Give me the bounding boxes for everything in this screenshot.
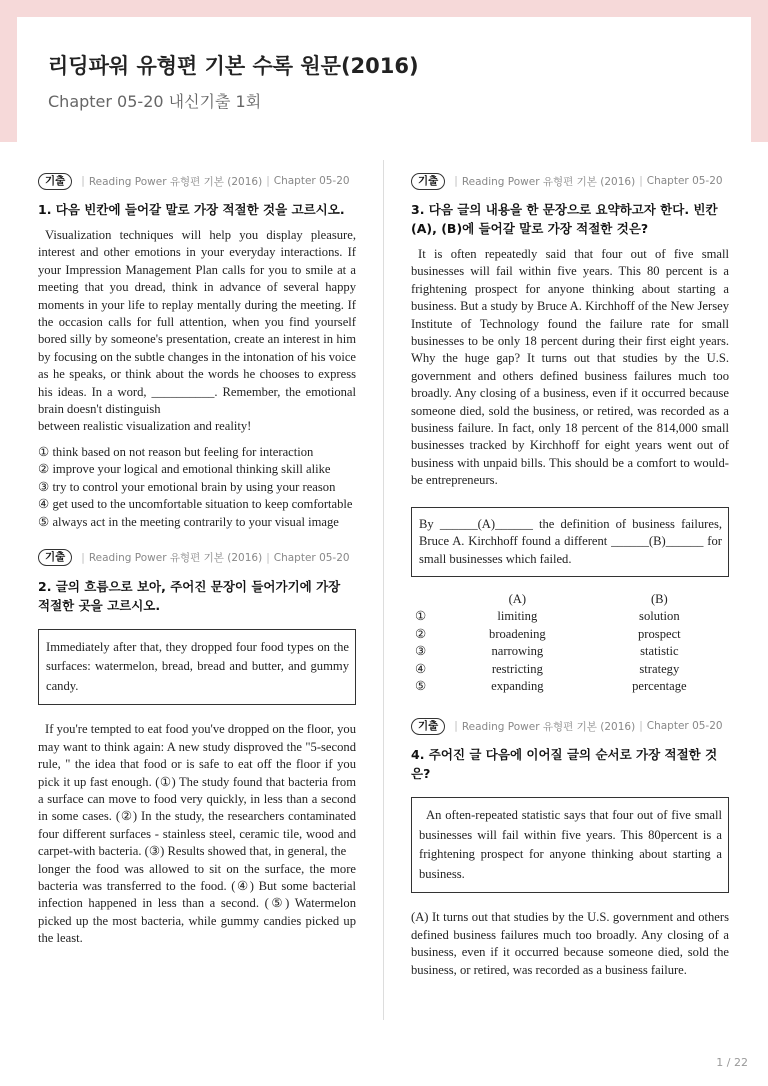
source-label: Reading Power 유형편 기본 (2016) [88,552,263,565]
exam-tag: 기출 [411,173,445,190]
summary-box: By ______(A)______ the definition of business failures, Bruce A. Kirchhoff found a different ______(B)______ for small businesses which failed. [411,507,729,577]
source-label: Reading Power 유형편 기본 (2016) [461,175,636,188]
exam-tag: 기출 [411,718,445,735]
choice-b: statistic [640,644,679,659]
choice-a: limiting [497,609,538,624]
table-row[interactable] [411,643,729,660]
choice-5[interactable]: ⑤ always act in the meeting contrarily to your visual image [38,514,339,529]
right-column [411,172,729,979]
choice-b: prospect [638,626,681,641]
choice-a: expanding [491,678,544,693]
meta-separator: | [81,551,85,564]
choice-2[interactable]: ② improve your logical and emotional thinking skill alike [38,462,331,477]
choice-4[interactable]: ④ get used to the uncomfortable situation to keep comfortable [38,497,353,512]
choice-3[interactable]: ③ try to control your emotional brain by using your reason [38,479,336,494]
question-1 [38,172,356,531]
passage-paragraph: between realistic visualization and reality! [38,419,252,434]
meta-separator: | [454,175,458,187]
source-label: Reading Power 유형편 기본 (2016) [88,175,263,188]
page-subtitle: Chapter 05-20 내신기출 1회 [48,92,262,111]
choice-b: strategy [639,661,680,676]
exam-tag: 기출 [38,549,72,566]
answer-table [411,591,729,695]
meta-separator: | [639,720,643,733]
chapter-label: Chapter 05-20 [646,175,723,187]
passage-paragraph: longer the food was allowed to sit on the surface, the more bacteria was transferred to the food. (④) But some bacterial infection happened in less than a second. (⑤) Watermelon picked up the most bacteria, while gummy candies picked up the least. [38,861,356,946]
answer-choices [38,444,356,531]
question-meta [38,549,356,567]
chapter-label: Chapter 05-20 [273,551,350,564]
choice-number: ① [415,609,427,624]
table-row[interactable] [411,608,729,625]
column-header-a: (A) [508,591,527,606]
passage-paragraph: If you're tempted to eat food you've dropped on the floor, you may want to think again: A new study disproved the "5-second rule, " the idea that food or is safe to eat off the floor if you pick it up fast enough. (①) The study found that bacteria from a surface can move to food very quickly, in less than a second in some cases. (②) In the study, the researchers contaminated four different surfaces - stainless steel, ceramic tile, wood and carpet-with bacteria. (③) Results showed that, in general, the [38,722,356,859]
choice-number: ② [415,626,427,641]
column-divider [383,160,384,1020]
given-passage-box: An often-repeated statistic says that four out of five small businesses will fail within five years. This 80percent is a frightening prospect for anyone thinking about starting a business. [411,797,729,893]
question-title: 2. 글의 흐름으로 보아, 주어진 문장이 들어가기에 가장 적절한 곳을 고르시오. [38,578,341,613]
meta-separator: | [639,175,643,187]
question-title: 1. 다음 빈칸에 들어갈 말로 가장 적절한 것을 고르시오. [38,202,345,217]
question-title: 3. 다음 글의 내용을 한 문장으로 요약하고자 한다. 빈칸 (A), (B)에 들어갈 말로 가장 적절한 것은? [411,202,718,236]
choice-number: ④ [415,661,427,676]
question-meta [411,717,729,735]
choice-a: restricting [491,661,543,676]
choice-1[interactable]: ① think based on not reason but feeling for interaction [38,444,314,459]
choice-number: ⑤ [415,678,427,693]
meta-separator: | [266,551,270,564]
page-title: 리딩파워 유형편 기본 수록 원문(2016) [48,54,419,78]
meta-separator: | [81,175,85,187]
choice-b: percentage [632,678,687,693]
question-2 [38,549,356,948]
table-row[interactable] [411,626,729,643]
question-meta [38,172,356,190]
table-cell [411,591,445,608]
choice-b: solution [639,609,680,624]
choice-number: ③ [415,644,427,659]
choice-a: narrowing [491,644,544,659]
source-label: Reading Power 유형편 기본 (2016) [461,720,636,733]
chapter-label: Chapter 05-20 [646,720,723,733]
column-header-b: (B) [650,591,668,606]
chapter-label: Chapter 05-20 [273,175,350,187]
question-3 [411,172,729,695]
passage-paragraph: Visualization techniques will help you display pleasure, interest and other emotions in your everyday interactions. If your Impression Management Plan calls for you to smile at a meeting that you dread, think in advance of several happy moments in your life to replay mentally during the meeting. If the occasion calls for full attention, when you find yourself bored silly by someone's presentation, create an interest in him by focusing on the subtle changes in the intonation of his voice as he speaks, or think about the words he chooses to express his ideas. In a word, __________. Remember, the emotional brain doesn't distinguish [38,228,356,417]
meta-separator: | [266,175,270,187]
page-number: 1 / 22 [716,1056,748,1069]
passage-paragraph: It is often repeatedly said that four out of five small businesses will fail within five years. This 80 percent is a frightening prospect for anyone thinking about starting a business. But a study by Bruce A. Kirchhoff of the New Jersey Institute of Technology found the failure rate for small businesses to be only 18 percent during their first eight years. Why the huge gap? It turns out that studies by the U.S. government and others defined business failures much too broadly. Any closing of a business, even if it occurred because someone died, sold the business, or retired, was recorded as a business failure. In fact, only 18 percent of the 814,000 small businesses tracked by Kirchhoff for eight years went out of business with unpaid bills. This should be a comfort to would-be entrepreneurs. [411,247,729,488]
question-meta [411,172,729,190]
table-header-row [411,591,729,608]
table-row[interactable] [411,678,729,695]
meta-separator: | [454,720,458,733]
given-sentence-box: Immediately after that, they dropped four food types on the surfaces: watermelon, bread, bread and butter, and gummy candy. [38,629,356,706]
question-4 [411,717,729,979]
passage-paragraph: (A) It turns out that studies by the U.S. government and others defined business failures much too broadly. Any closing of a business, even if it occurred because someone died, sold the business, or retired, was recorded as a business failure. [411,910,729,977]
table-row[interactable] [411,661,729,678]
exam-tag: 기출 [38,173,72,190]
choice-a: broadening [489,626,546,641]
left-column [38,172,356,948]
question-title: 4. 주어진 글 다음에 이어질 글의 순서로 가장 적절한 것은? [411,747,718,782]
